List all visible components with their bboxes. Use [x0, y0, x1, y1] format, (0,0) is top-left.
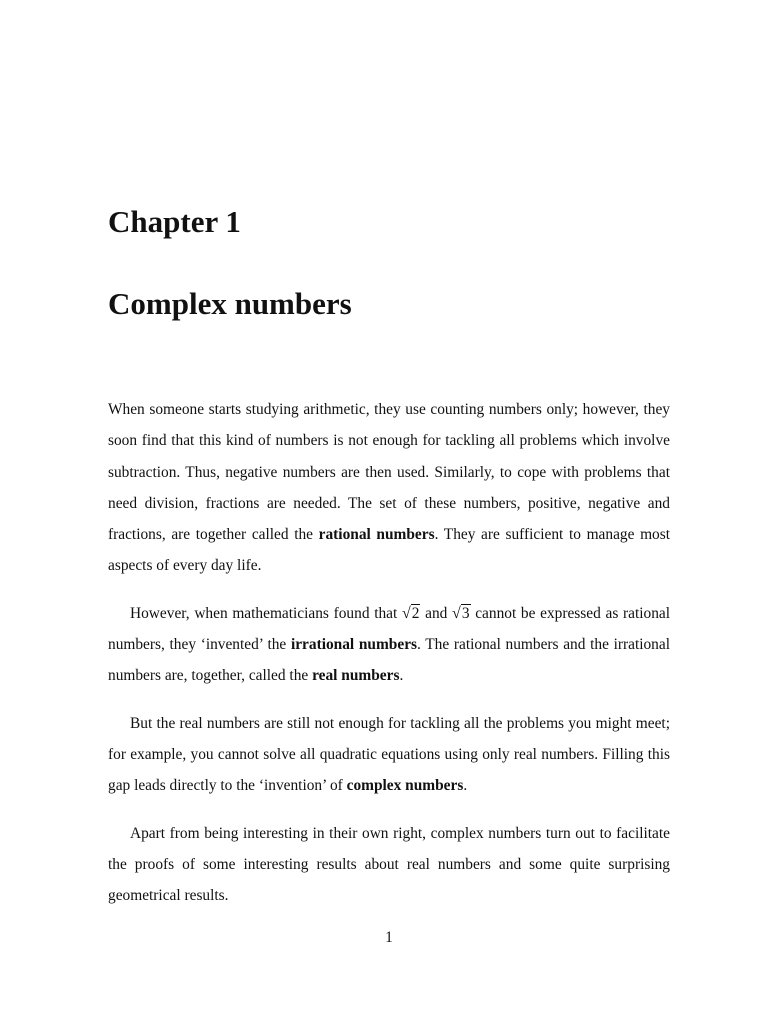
- radicand: 3: [461, 604, 470, 622]
- radical-sign: √: [401, 604, 411, 622]
- chapter-title: Complex numbers: [108, 286, 352, 321]
- body-text: [108, 394, 670, 911]
- radicand: 2: [411, 604, 420, 622]
- page-number: 1: [385, 929, 393, 946]
- paragraph-text: When someone starts studying arithmetic, they use counting numbers only; however, they soon find that this kind of numbers is not enough for tackling all problems which involve subtraction. Thus, negative numbers are then used. Similarly, to cope with problems that need division, fractions are needed. The set of these numbers, positive, negative and fractions, are together called the: [108, 401, 670, 544]
- square-root-of-three: [452, 604, 470, 622]
- paragraph-text: cannot be expressed as rational numbers, they ‘invented’ the: [108, 604, 671, 654]
- radical-sign: √: [452, 604, 461, 622]
- term-rational-numbers: rational numbers: [318, 526, 435, 544]
- paragraph-irrational-numbers: [108, 598, 670, 692]
- paragraph-text: . The rational numbers and the irrational numbers are, together, called the: [108, 636, 670, 685]
- paragraph-applications: Apart from being interesting in their own right, complex numbers turn out to facilitate the proofs of some interesting results about real numbers and some quite surprising geometrical results.: [108, 824, 670, 905]
- paragraph-text: .: [463, 777, 468, 795]
- term-irrational-numbers: irrational numbers: [290, 636, 418, 654]
- square-root-of-two: [402, 604, 420, 622]
- chapter-label: Chapter 1: [108, 204, 241, 239]
- term-complex-numbers: complex numbers: [346, 777, 464, 795]
- paragraph-complex-numbers: [108, 708, 670, 802]
- paragraph-text: But the real numbers are still not enough for tackling all the problems you might meet; for example, you cannot solve all quadratic equations using only real numbers. Filling this gap leads directly to the ‘invention’ of: [108, 714, 670, 795]
- paragraph-text: and: [420, 604, 453, 622]
- paragraph-rational-numbers: [108, 394, 670, 582]
- paragraph-text: However, when mathematicians found that: [130, 604, 402, 622]
- paragraph-text: . They are sufficient to manage most aspects of every day life.: [108, 526, 671, 575]
- term-real-numbers: real numbers: [312, 667, 400, 685]
- paragraph-text: .: [399, 667, 404, 685]
